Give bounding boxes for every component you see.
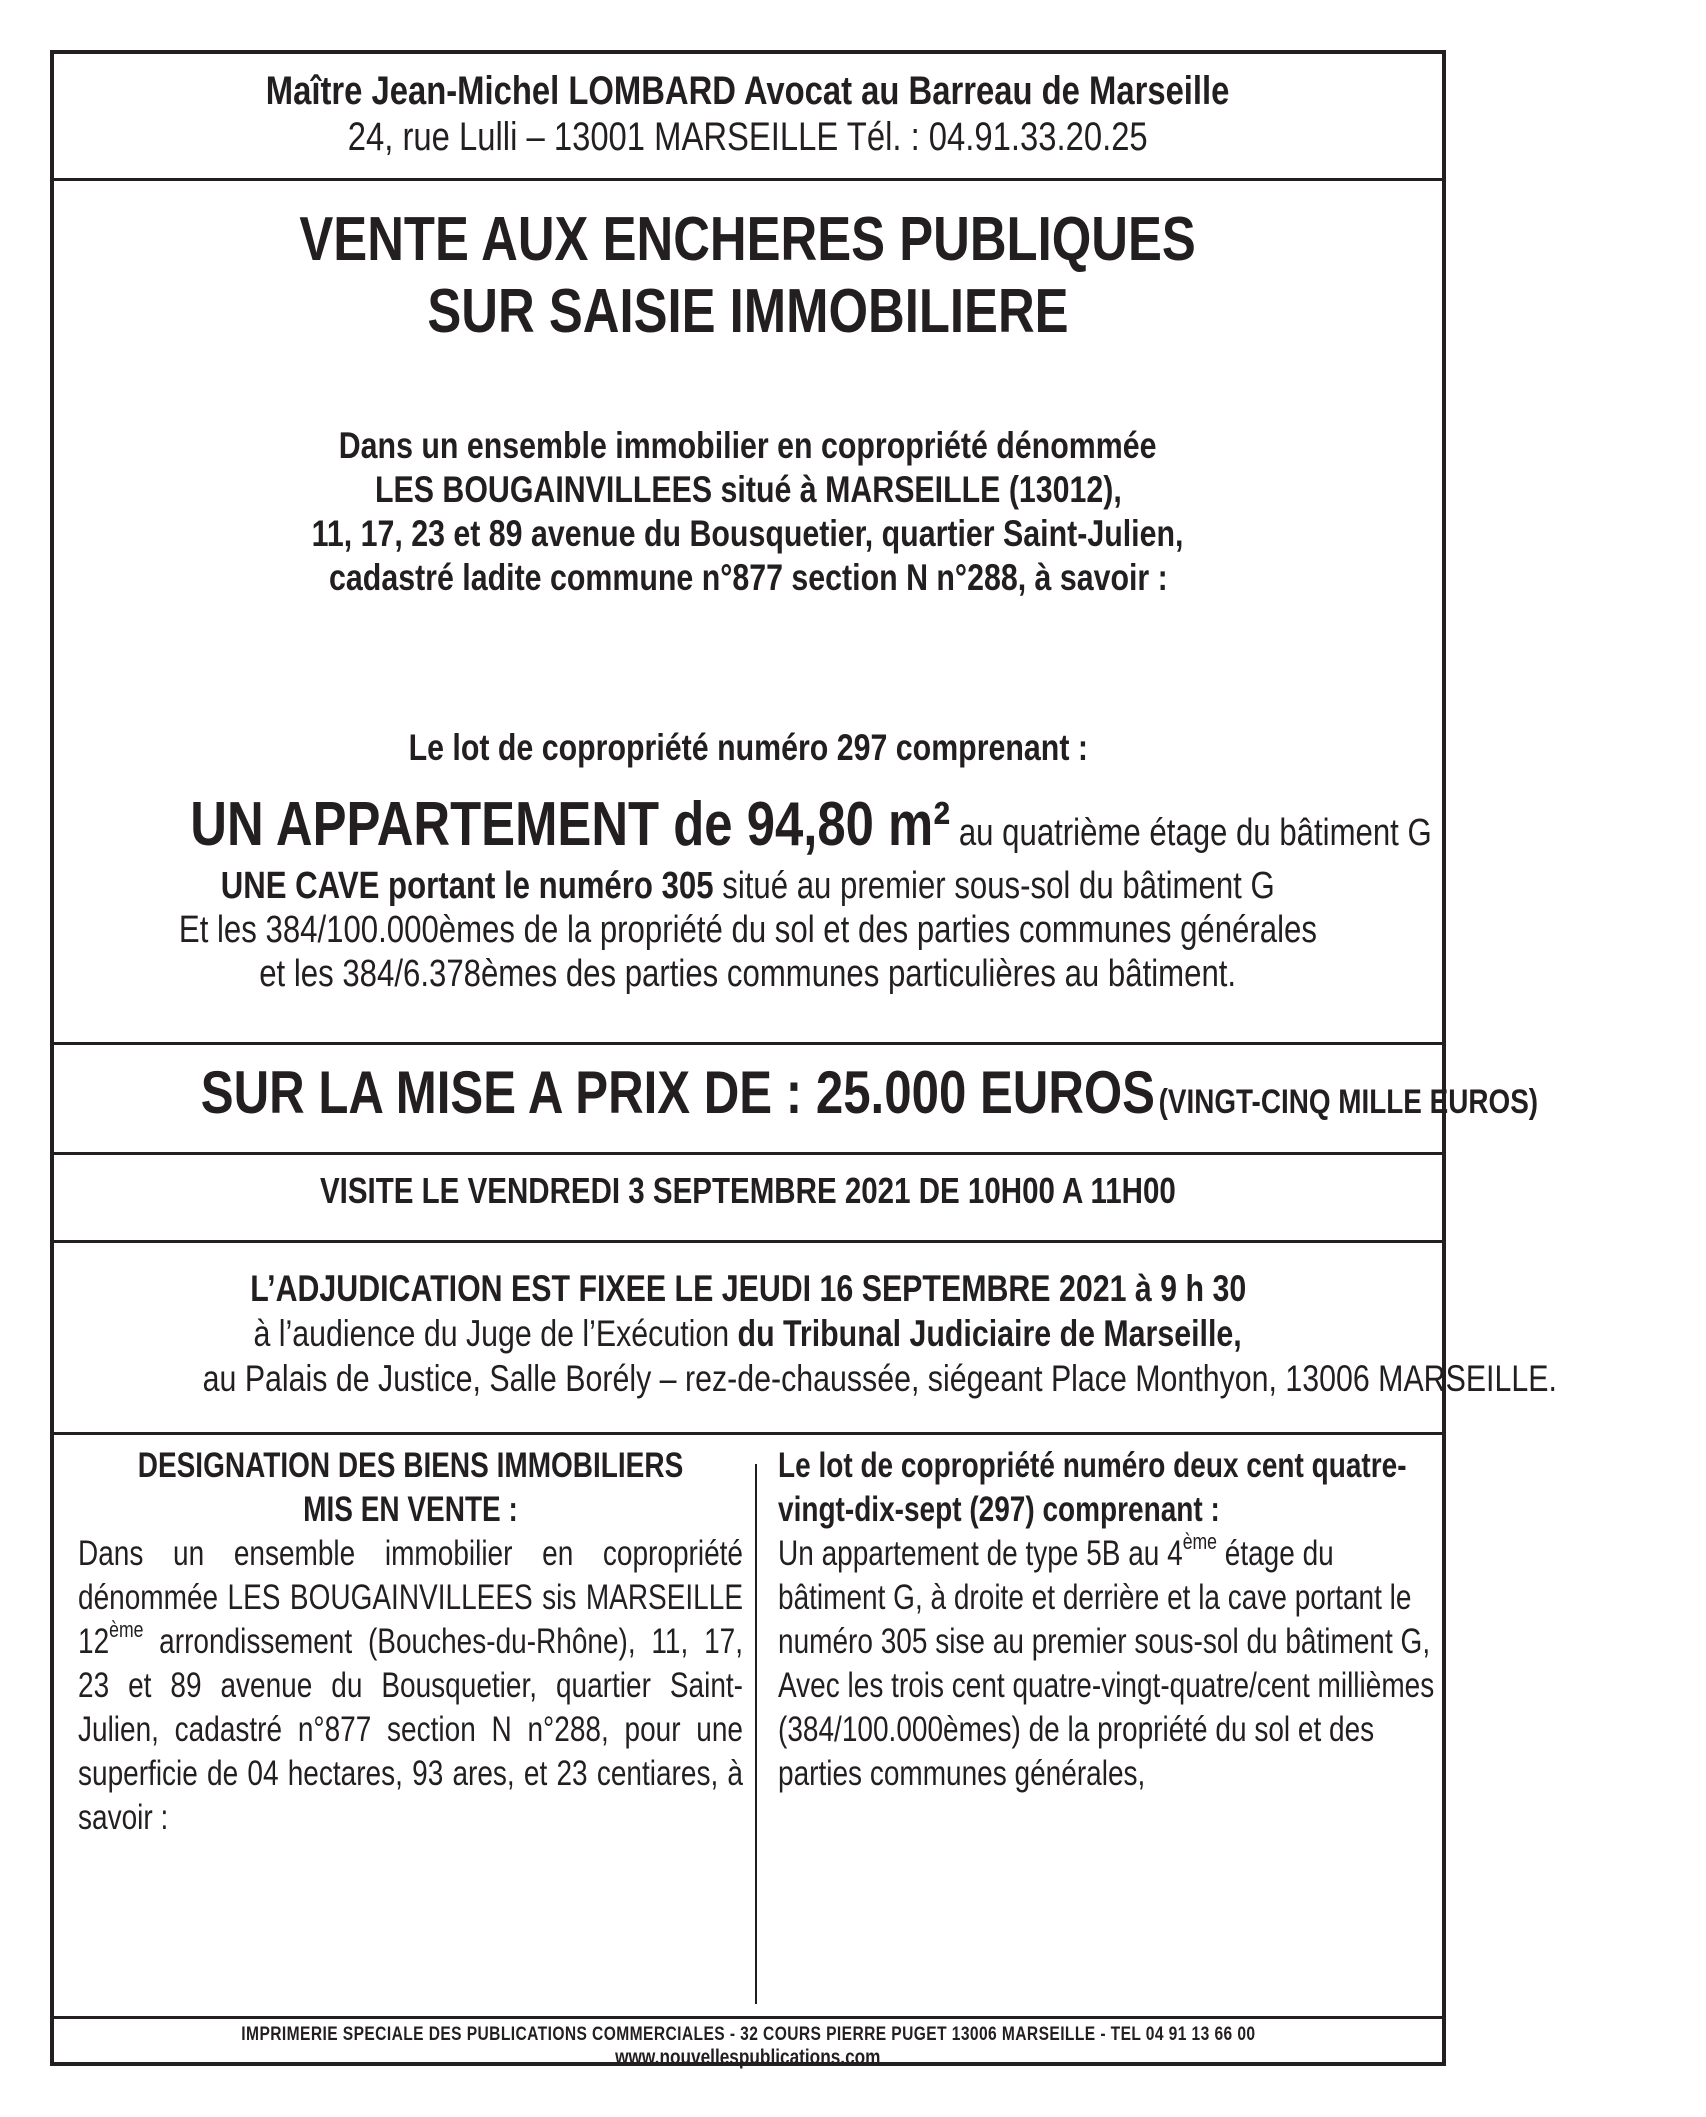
sale-title bbox=[54, 204, 1442, 348]
designation-heading-1: DESIGNATION DES BIENS IMMOBILIERS bbox=[137, 1446, 684, 1485]
adjudication-info bbox=[54, 1266, 1557, 1401]
price-words: (VINGT-CINQ MILLE EUROS) bbox=[1158, 1083, 1539, 1121]
adjudication-hearing: à l’audience du Juge de l’Exécution bbox=[253, 1313, 738, 1354]
lot-detail-heading: Le lot de copropriété numéro deux cent quatre-vingt-dix-sept (297) comprenant : bbox=[778, 1446, 1407, 1529]
lot-details bbox=[54, 864, 1442, 996]
column-divider bbox=[755, 1464, 757, 2004]
intro-line-1: Dans un ensemble immobilier en copropriété dénommée bbox=[339, 425, 1157, 466]
adjudication-court: du Tribunal Judiciaire de Marseille, bbox=[737, 1313, 1243, 1354]
apartment-bold: UN APPARTEMENT de 94,80 m² bbox=[190, 790, 951, 859]
divider bbox=[54, 2016, 1442, 2019]
printer-footer bbox=[54, 2024, 1442, 2071]
notice-frame bbox=[50, 50, 1557, 2069]
apartment-line bbox=[54, 789, 1442, 860]
lawyer-name: Maître Jean-Michel LOMBARD Avocat au Barreau de Marseille bbox=[266, 69, 1230, 113]
starting-price bbox=[54, 1058, 1539, 1127]
shares-line-1: Et les 384/100.000èmes de la propriété du sol et des parties communes générales bbox=[178, 909, 1318, 951]
divider bbox=[54, 1432, 1442, 1435]
apartment-rest: au quatrième étage du bâtiment G bbox=[950, 812, 1432, 854]
lawyer-address: 24, rue Lulli – 13001 MARSEILLE Tél. : 04.91.33.20.25 bbox=[348, 115, 1148, 159]
divider bbox=[54, 178, 1442, 181]
visit-info bbox=[54, 1170, 1442, 1212]
adjudication-date: L’ADJUDICATION EST FIXEE LE JEUDI 16 SEPTEMBRE 2021 à 9 h 30 bbox=[250, 1268, 1246, 1309]
property-intro bbox=[54, 424, 1442, 600]
intro-line-2: LES BOUGAINVILLEES situé à MARSEILLE (13012), bbox=[374, 469, 1122, 510]
lot-detail-column bbox=[778, 1444, 1438, 1796]
divider bbox=[54, 1240, 1442, 1243]
designation-heading-2: MIS EN VENTE : bbox=[303, 1490, 518, 1529]
designation-text: Dans un ensemble immobilier en copropriété dénommée LES BOUGAINVILLEES sis MARSEILLE 12ème arrondissement (Bouches-du-Rhône), 11, 17, 23 et 89 avenue du Bousquetier, quartier Saint-Julien, cadastré n°877 section N n°288, pour une superficie de 04 hectares, 93 ares, et 23 centiares, à savoir : bbox=[78, 1534, 743, 1837]
title-line-2: SUR SAISIE IMMOBILIERE bbox=[427, 277, 1069, 346]
printer-website[interactable]: www.nouvellespublications.com bbox=[615, 2046, 881, 2069]
lawyer-header bbox=[54, 68, 1442, 160]
cave-rest: situé au premier sous-sol du bâtiment G bbox=[713, 865, 1276, 907]
intro-line-4: cadastré ladite commune n°877 section N n°288, à savoir : bbox=[328, 557, 1168, 598]
lot-detail-text: Un appartement de type 5B au 4ème étage du bâtiment G, à droite et derrière et la cave portant le numéro 305 sise au premier sous-sol du bâtiment G, bbox=[778, 1529, 1431, 1661]
title-line-1: VENTE AUX ENCHERES PUBLIQUES bbox=[299, 205, 1197, 274]
divider bbox=[54, 1152, 1442, 1155]
intro-line-3: 11, 17, 23 et 89 avenue du Bousquetier, quartier Saint-Julien, bbox=[312, 513, 1184, 554]
printer-info: IMPRIMERIE SPECIALE DES PUBLICATIONS COMMERCIALES - 32 COURS PIERRE PUGET 13006 MARSEILLE - TEL 04 91 13 66 00 bbox=[240, 2024, 1256, 2045]
divider bbox=[54, 1042, 1442, 1045]
visit-text: VISITE LE VENDREDI 3 SEPTEMBRE 2021 DE 10H00 A 11H00 bbox=[320, 1170, 1176, 1211]
designation-column bbox=[78, 1444, 743, 1840]
lot-detail-shares: Avec les trois cent quatre-vingt-quatre/cent millièmes (384/100.000èmes) de la propriété du sol et des parties communes générales, bbox=[778, 1666, 1435, 1793]
lot-summary bbox=[54, 726, 1442, 770]
adjudication-location: au Palais de Justice, Salle Borély – rez-de-chaussée, siégeant Place Monthyon, 13006 MARSEILLE. bbox=[202, 1358, 1557, 1399]
cave-bold: UNE CAVE portant le numéro 305 bbox=[220, 865, 714, 907]
shares-line-2: et les 384/6.378èmes des parties communes particulières au bâtiment. bbox=[259, 953, 1237, 995]
lot-heading: Le lot de copropriété numéro 297 comprenant : bbox=[408, 727, 1088, 768]
price-main: SUR LA MISE A PRIX DE : 25.000 EUROS bbox=[200, 1059, 1155, 1126]
